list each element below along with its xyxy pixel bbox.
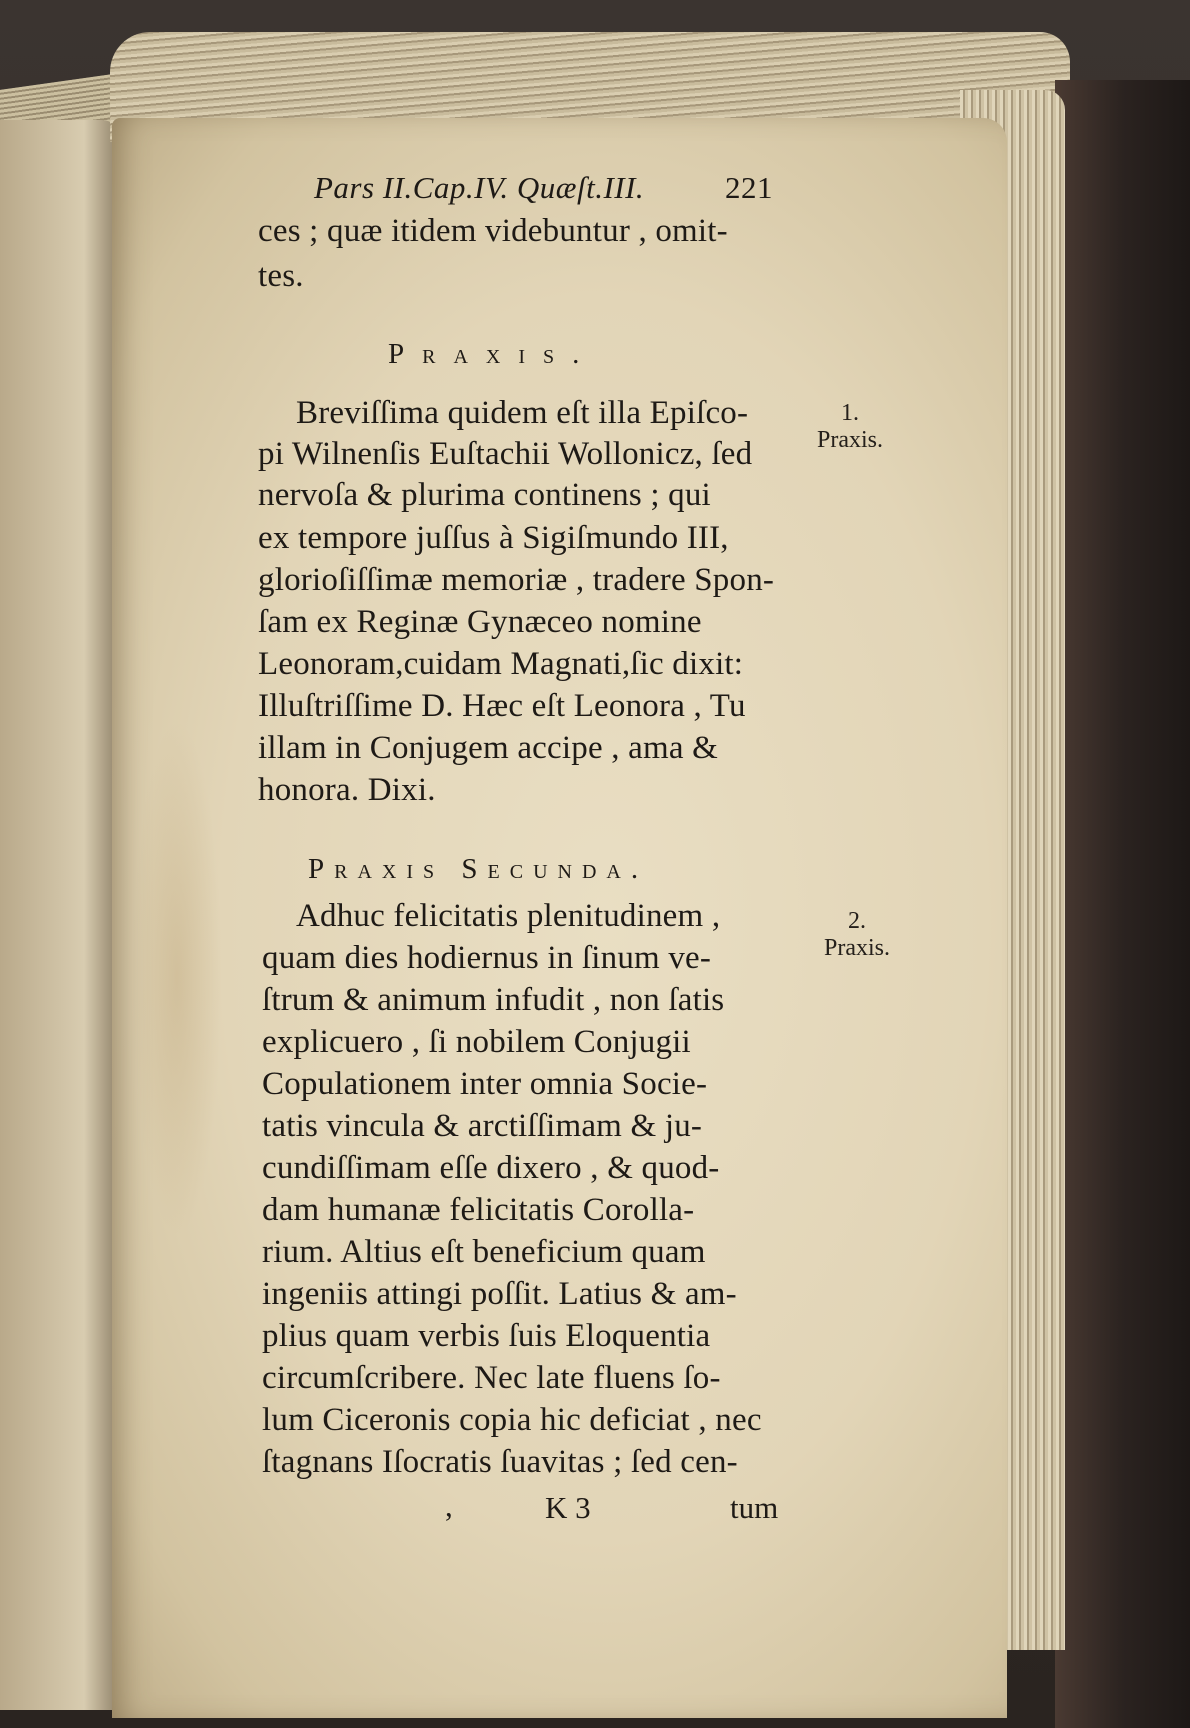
- text-line: quam dies hodiernus in ſinum ve-: [262, 940, 712, 976]
- margin-note-2: [812, 908, 902, 962]
- text-line: Breviſſima quidem eſt illa Epiſco-: [296, 395, 749, 431]
- text-line: Copulationem inter omnia Socie-: [262, 1066, 708, 1102]
- catchword: tum: [730, 1490, 779, 1525]
- text-line: Illuſtriſſime D. Hæc eſt Leonora , Tu: [258, 688, 746, 724]
- left-page: [0, 120, 120, 1710]
- footer-mark: ,: [445, 1488, 453, 1523]
- text-line: tes.: [258, 258, 304, 294]
- page-stain: [132, 718, 222, 1238]
- margin-note-number: 1.: [841, 400, 859, 426]
- running-title: Pars II.Cap.IV. Quæſt.III.: [314, 170, 645, 205]
- book-cover-right: [1055, 80, 1190, 1728]
- margin-note-1: [805, 400, 895, 454]
- text-line: circumſcribere. Nec late fluens ſo-: [262, 1360, 721, 1396]
- text-line: Leonoram,cuidam Magnati,ſic dixit:: [258, 646, 744, 682]
- margin-note-number: 2.: [848, 908, 866, 934]
- text-line: honora. Dixi.: [258, 772, 436, 808]
- page-number: 221: [725, 170, 773, 205]
- text-line: nervoſa & plurima continens ; qui: [258, 477, 711, 513]
- margin-note-label: Praxis.: [824, 935, 890, 961]
- text-line: ex tempore juſſus à Sigiſmundo III,: [258, 520, 729, 556]
- text-line: illam in Conjugem accipe , ama &: [258, 730, 719, 766]
- text-line: ſtagnans Iſocratis ſuavitas ; ſed cen-: [262, 1444, 738, 1480]
- text-line: glorioſiſſimæ memoriæ , tradere Spon-: [258, 562, 775, 598]
- text-line: plius quam verbis ſuis Eloquentia: [262, 1318, 711, 1354]
- text-line: Adhuc felicitatis plenitudinem ,: [296, 898, 721, 934]
- running-header: [314, 170, 773, 206]
- margin-note-label: Praxis.: [817, 427, 883, 453]
- text-line: rium. Altius eſt beneficium quam: [262, 1234, 706, 1270]
- text-line: lum Ciceronis copia hic deficiat , nec: [262, 1402, 762, 1438]
- section-heading-praxis: Praxis.: [388, 338, 598, 370]
- text-line: pi Wilnenſis Euſtachii Wollonicz, ſed: [258, 436, 753, 472]
- text-line: dam humanæ felicitatis Corolla-: [262, 1192, 695, 1228]
- text-line: ingeniis attingi poſſit. Latius & am-: [262, 1276, 737, 1312]
- signature-mark: K 3: [545, 1490, 591, 1525]
- text-line: ſam ex Reginæ Gynæceo nomine: [258, 604, 702, 640]
- text-line: cundiſſimam eſſe dixero , & quod-: [262, 1150, 720, 1186]
- text-line: ſtrum & animum infudit , non ſatis: [262, 982, 725, 1018]
- section-heading-praxis-secunda: Praxis Secunda.: [308, 853, 649, 885]
- text-line: ces ; quæ itidem videbuntur , omit-: [258, 213, 728, 249]
- text-line: explicuero , ſi nobilem Conjugii: [262, 1024, 691, 1060]
- text-line: tatis vincula & arctiſſimam & ju-: [262, 1108, 703, 1144]
